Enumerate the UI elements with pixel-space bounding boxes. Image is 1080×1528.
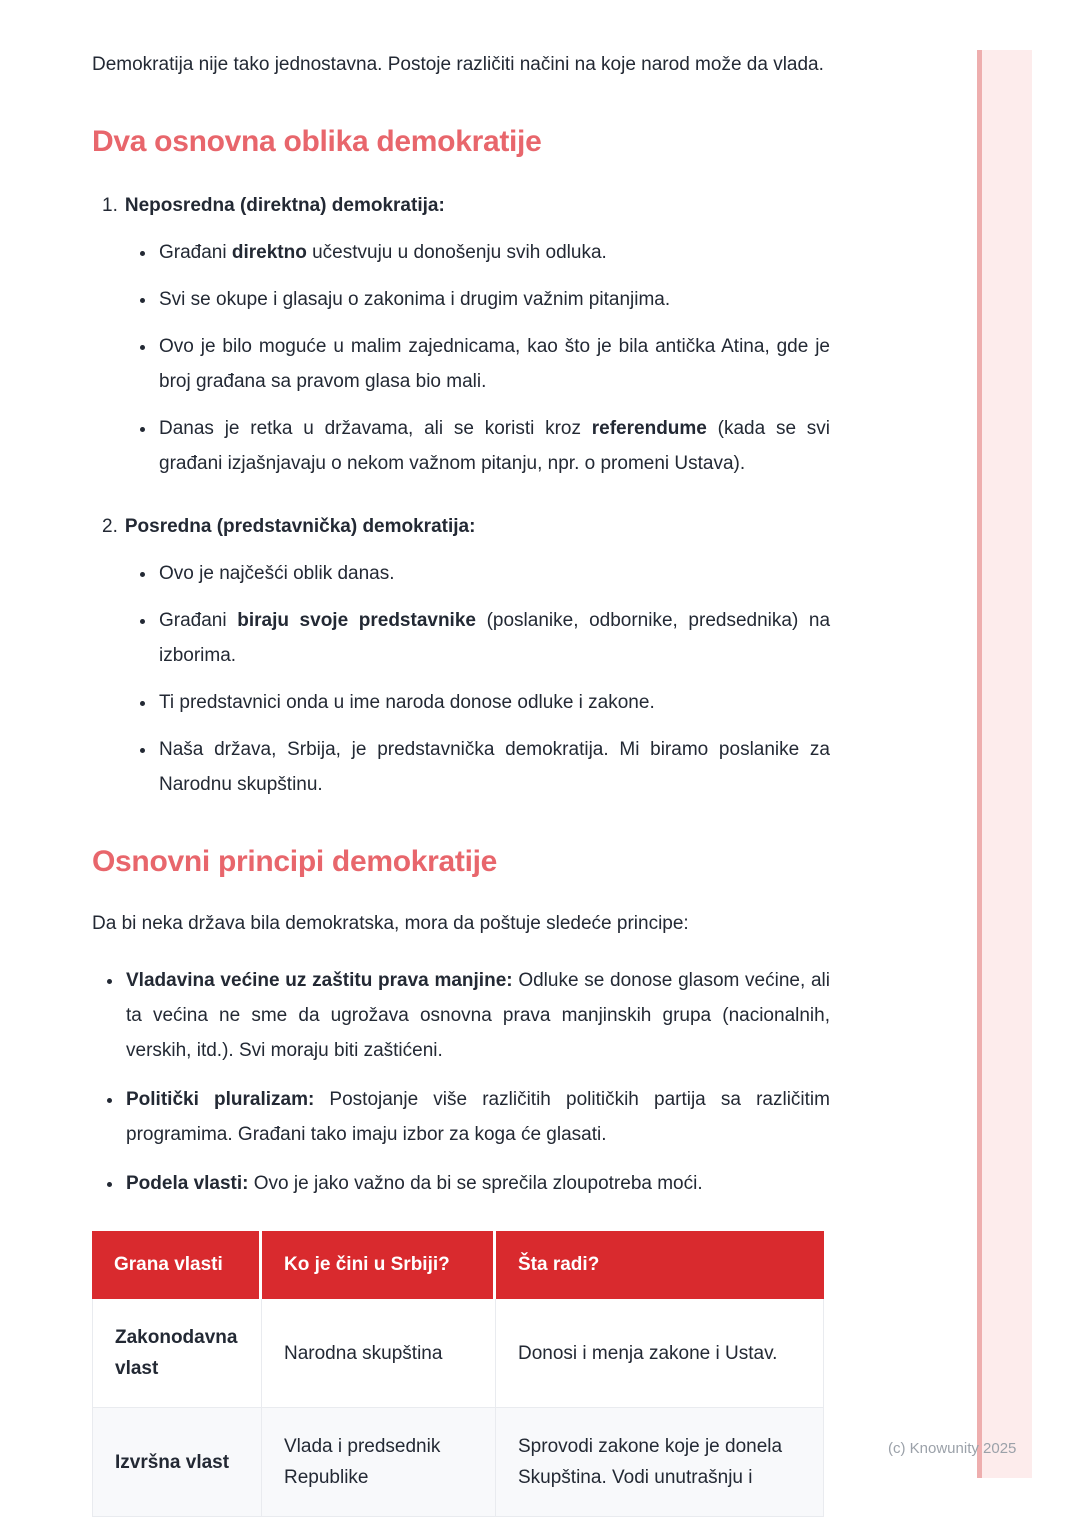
- numbered-item-1: [92, 188, 830, 481]
- watermark: (c) Knowunity 2025: [888, 1440, 1017, 1457]
- table-header-row: [92, 1231, 824, 1299]
- list-item: • Naša država, Srbija, je predstavnička demokratija. Mi biramo poslanike za Narodnu skupštinu.: [157, 732, 830, 802]
- table-row: [92, 1408, 824, 1517]
- list-item: • Politički pluralizam: Postojanje više različitih političkih partija sa različitim programima. Građani tako imaju izbor za koga će glasati.: [124, 1082, 830, 1152]
- list-item: • Ovo je najčešći oblik danas.: [157, 556, 830, 591]
- next-page-preview-bar: [977, 50, 1032, 1478]
- table-header-cell: Šta radi?: [496, 1231, 824, 1299]
- item-title-text: Posredna (predstavnička) demokratija:: [124, 516, 476, 537]
- table-cell-what: Sprovodi zakone koje je donela Skupština. Vodi unutrašnju i: [496, 1408, 824, 1517]
- table-cell-branch: Zakonodavna vlast: [92, 1299, 262, 1408]
- section-title-forms: Dva osnovna oblika demokratije: [92, 125, 542, 158]
- table-cell-who: Vlada i predsednik Republike: [262, 1408, 496, 1517]
- item-number: 2.: [102, 516, 118, 537]
- table-cell-who: Narodna skupština: [262, 1299, 496, 1408]
- page-content: [92, 47, 830, 1517]
- list-item: • Ti predstavnici onda u ime naroda donose odluke i zakone.: [157, 685, 830, 720]
- principles-intro: Da bi neka država bila demokratska, mora da poštuje sledeće principe:: [92, 913, 689, 934]
- list-item: • Građani direktno učestvuju u donošenju svih odluka.: [157, 235, 830, 270]
- table-header-cell: Ko je čini u Srbiji?: [262, 1231, 496, 1299]
- list-item: • Ovo je bilo moguće u malim zajednicama, kao što je bila antička Atina, gde je broj građana sa pravom glasa bio mali.: [157, 329, 830, 399]
- list-item: • Građani biraju svoje predstavnike (poslanike, odbornike, predsednika) na izborima.: [157, 603, 830, 673]
- numbered-item-title: [92, 509, 830, 544]
- table-cell-what: Donosi i menja zakone i Ustav.: [496, 1299, 824, 1408]
- table-header-cell: Grana vlasti: [92, 1231, 262, 1299]
- government-branches-table: [92, 1231, 824, 1517]
- intro-paragraph: Demokratija nije tako jednostavna. Postoje različiti načini na koje narod može da vlada.: [92, 54, 824, 75]
- table-row: [92, 1299, 824, 1408]
- numbered-item-title: [92, 188, 830, 223]
- item-number: 1.: [102, 195, 118, 216]
- table-cell-branch: Izvršna vlast: [92, 1408, 262, 1517]
- list-item: • Podela vlasti: Ovo je jako važno da bi se sprečila zloupotreba moći.: [124, 1166, 830, 1201]
- item-title-text: Neposredna (direktna) demokratija:: [124, 195, 445, 216]
- list-item: • Danas je retka u državama, ali se koristi kroz referendume (kada se svi građani izjašnjavaju o nekom važnom pitanju, npr. o promeni Ustava).: [157, 411, 830, 481]
- bullet-list: [92, 235, 830, 481]
- section-title-principles: Osnovni principi demokratije: [92, 845, 498, 878]
- list-item: • Vladavina većine uz zaštitu prava manjine: Odluke se donose glasom većine, ali ta većina ne sme da ugrožava osnovna prava manjinskih grupa (nacionalnih, verskih, itd.). Svi moraju biti zaštićeni.: [124, 963, 830, 1068]
- principles-list: [92, 963, 830, 1201]
- numbered-item-2: [92, 509, 830, 802]
- bullet-list: [92, 556, 830, 802]
- list-item: • Svi se okupe i glasaju o zakonima i drugim važnim pitanjima.: [157, 282, 830, 317]
